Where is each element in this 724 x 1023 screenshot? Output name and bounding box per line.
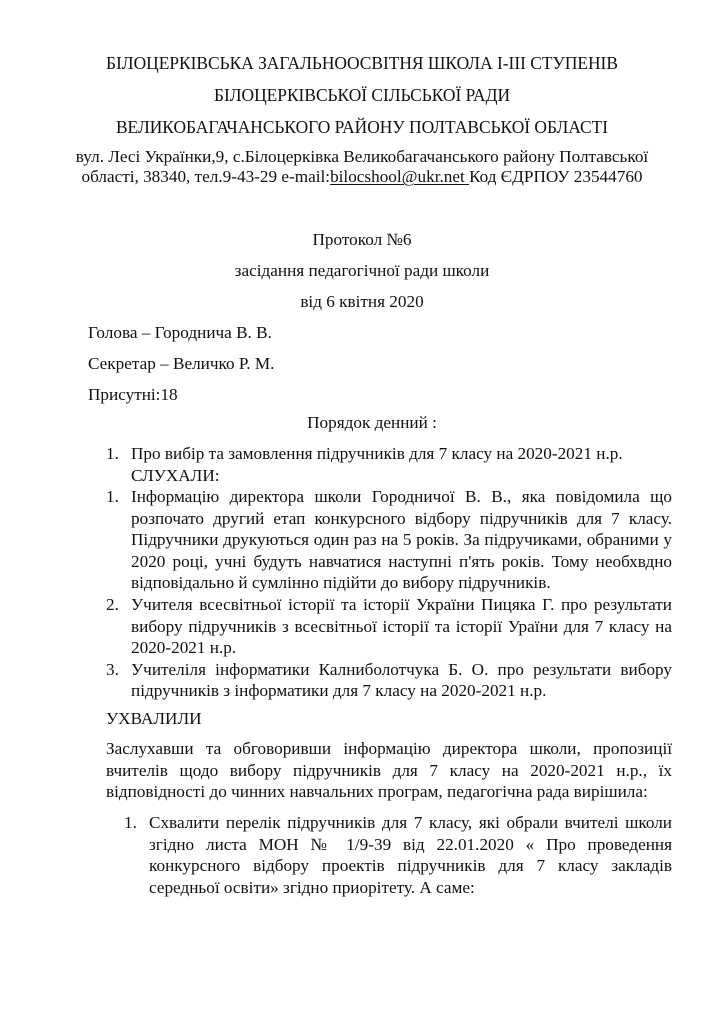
heard-item-number: 1. [106, 487, 119, 506]
heard-item-number: 3. [106, 659, 119, 679]
heard-item-text: Інформацію директора школи Городничої В. В., яка повідомила що розпочато другий етап конкурсного відбору підручників для 7 класу. Підручники друкуються один раз на 5 років. За підручиками, обраними у 2020 році, учні будуть навчатися наступні п'ять років. Тому необхвдно відповідально й сумлінно підійти до вибору підручників. [131, 487, 672, 593]
address-line-1: вул. Лесі Українки,9, с.Білоцерківка Великобагачанського району Полтавської [75, 147, 649, 166]
secretary-line: Секретар – Величко Р. М. [88, 354, 275, 373]
heard-item [106, 659, 672, 702]
heard-label: СЛУХАЛИ: [131, 465, 220, 485]
address-prefix: області, 38340, тел.9-43-29 e-mail: [81, 167, 331, 186]
edrpou-code: Код ЄДРПОУ 23544760 [469, 167, 643, 186]
resolved-item [124, 812, 672, 898]
resolved-item-text: Схвалити перелік підручників для 7 класу, які обрали вчителі школи згідно листа МОН № 1/9-39 від 22.01.2020 « Про проведення конкурсного відбору проектів підручників для 7 класу закладів середньої освіти» згідно приорітету. А саме: [149, 813, 672, 897]
heard-item-text: Учителя всесвітньої історії та історії України Пицяка Г. про результати вибору підручників з всесвітньої історії та історії Ураїни для 7 класу на 2020-2021 н.р. [131, 594, 672, 658]
chair-line: Голова – Городнича В. В. [88, 323, 272, 342]
agenda-item [106, 443, 672, 486]
present-count: Присутні:18 [88, 385, 178, 404]
resolved-intro: Заслухавши та обговоривши інформацію директора школи, пропозиції вчителів щодо вибору підручників для 7 класу на 2020-2021 н.р., їх відповідності до чинних навчальних програм, педагогічна рада вирішила: [106, 739, 672, 802]
heard-item [106, 594, 672, 659]
heard-item-number: 2. [106, 594, 119, 614]
protocol-subtitle: засідання педагогічної ради школи [234, 261, 490, 280]
address-line-2 [0, 167, 724, 187]
agenda-item-text: Про вибір та замовлення підручників для 7 класу на 2020-2021 н.р. [131, 444, 623, 463]
resolved-list [124, 812, 672, 898]
protocol-date: від 6 квітня 2020 [300, 292, 424, 311]
agenda-heading: Порядок денний : [307, 413, 437, 432]
heard-item-text: Учителіля інформатики Калниболотчука Б. О. про результати вибору підручників з інформатики для 7 класу на 2020-2021 н.р. [131, 659, 672, 701]
school-name-line: БІЛОЦЕРКІВСЬКА ЗАГАЛЬНООСВІТНЯ ШКОЛА І-ІІІ СТУПЕНІВ [106, 53, 618, 73]
agenda-list [106, 443, 672, 486]
council-name-line: БІЛОЦЕРКІВСЬКОЇ СІЛЬСЬКОЇ РАДИ [213, 85, 511, 105]
district-name-line: ВЕЛИКОБАГАЧАНСЬКОГО РАЙОНУ ПОЛТАВСЬКОЇ ОБЛАСТІ [115, 117, 609, 137]
heard-list [106, 486, 672, 702]
heard-item [106, 486, 672, 594]
resolved-heading: УХВАЛИЛИ [106, 709, 202, 728]
protocol-title: Протокол №6 [312, 230, 412, 249]
resolved-item-number: 1. [124, 813, 137, 832]
email-link[interactable]: bilocshool@ukr.net [330, 167, 470, 186]
agenda-item-number: 1. [106, 444, 119, 463]
